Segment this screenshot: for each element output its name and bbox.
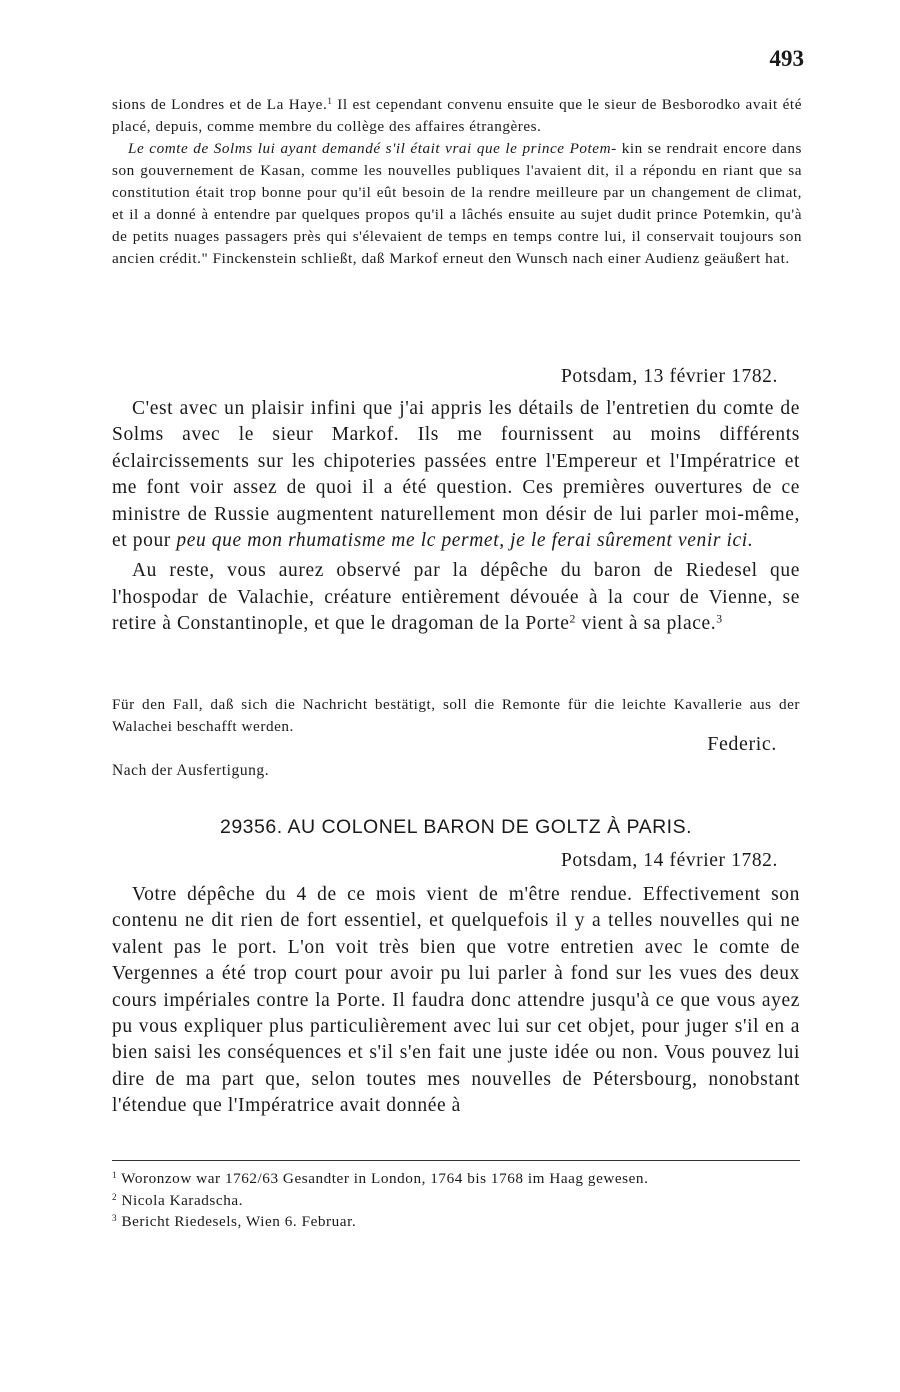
footnote-2 — [112, 1190, 802, 1212]
footnote-mark-1: 1 — [112, 1169, 118, 1180]
footnote-mark-3: 3 — [112, 1212, 118, 1223]
footnote-divider — [112, 1160, 800, 1161]
dateline-letter1: Potsdam, 13 février 1782. — [560, 366, 778, 387]
footnote-2-text: Nicola Karadscha. — [117, 1191, 243, 1209]
page-number: 493 — [769, 46, 804, 71]
letter1-p1-italic: peu que mon rhumatisme me lc permet, je le ferai sûrement venir ici. — [176, 530, 754, 552]
footnote-3-text: Bericht Riedesels, Wien 6. Februar. — [117, 1213, 357, 1230]
footnote-3 — [112, 1211, 802, 1233]
summary-p2-italic: Le comte de Solms lui ayant demandé s'il était vrai que le prince Potem- — [128, 140, 617, 157]
footnote-marker: 2 — [569, 612, 576, 626]
letter1-note: Für den Fall, daß sich die Nachricht bestätigt, soll die Remonte für die leichte Kavallerie aus der Walachei beschafft werden. — [112, 696, 800, 735]
letter-heading: 29356. AU COLONEL BARON DE GOLTZ À PARIS. — [219, 816, 693, 838]
letter2-body — [112, 882, 800, 1120]
summary-paragraph-1 — [112, 94, 802, 138]
footnote-1-text: Woronzow war 1762/63 Gesandter in London, 1764 bis 1768 im Haag gewesen. — [117, 1170, 649, 1187]
letter1-p2-text-a: Au reste, vous aurez observé par la dépêche du baron de Riedesel que l'hospodar de Valachie, créature entièrement dévouée à la cour de Vienne, se retire à Constantinople, et que le dragoman de la Porte — [112, 560, 800, 635]
summary-p1-rest: Il est cependant convenu ensuite que le sieur de Besborodko avait été placé, depuis, comme membre du collège des affaires étrangères. — [112, 96, 802, 135]
summary-p1-text: sions de Londres et de La Haye. — [112, 96, 328, 113]
letter1-p1-text: C'est avec un plaisir infini que j'ai appris les détails de l'entretien du comte de Solms avec le sieur Markof. Ils me fournissent au moins différents éclaircissements sur les chipoteries passées entre l'Empereur et l'Impératrice et me font voir assez de quoi il a été question. Ces premières ouvertures de ce ministre de Russie augmentent naturellement mon désir de lui parler moi-même, et pour — [112, 398, 800, 552]
letter1-p2-text-b: vient à sa place. — [575, 613, 717, 635]
footnote-marker: 3 — [716, 612, 723, 626]
footnote-marker: 1 — [327, 95, 333, 106]
letter1-paragraph-2 — [112, 558, 800, 637]
letter2-paragraph: Votre dépêche du 4 de ce mois vient de m'être rendue. Effectivement son contenu ne dit rien de fort essentiel, et quelquefois il y a telles nouvelles qui ne valent pas le port. L'on voit très bien que votre entretien avec le comte de Vergennes a été trop court pour avoir pu lui parler à fond sur les vues des deux cours impériales contre la Porte. Il faudra donc attendre jusqu'à ce que vous ayez pu vous expliquer plus particulièrement avec lui sur cet objet, pour juger s'il en a bien saisi les conséquences et s'il s'en fait une juste idée ou non. Vous pouvez lui dire de ma part que, selon toutes mes nouvelles de Pétersbourg, nonobstant l'étendue que l'Impératrice avait donnée à — [112, 884, 800, 1117]
summary-paragraph-2 — [112, 138, 802, 270]
letter1-paragraph-1 — [112, 396, 800, 554]
signature: Federic. — [707, 733, 777, 755]
summary-text — [112, 94, 802, 270]
dateline-letter2: Potsdam, 14 février 1782. — [560, 850, 778, 871]
footnotes — [112, 1168, 802, 1233]
letter1-body — [112, 396, 800, 638]
footnote-mark-2: 2 — [112, 1191, 118, 1202]
source-note: Nach der Ausfertigung. — [112, 762, 270, 779]
footnote-1 — [112, 1168, 802, 1190]
summary-p2-text: kin se rendrait encore dans son gouvernement de Kasan, comme les nouvelles publiques l'avaient dit, il a répondu en riant que sa constitution était trop bonne pour qu'il eût besoin de la rendre meilleure par un changement de climat, et il a donné à entendre par quelques propos qu'il a lâchés ensuite au sujet dudit prince Potemkin, qu'à de petits nuages passagers près qui s'élevaient de temps en temps contre lui, il conservait toujours son ancien crédit." Finckenstein schließt, daß Markof erneut den Wunsch nach einer Audienz geäußert hat. — [112, 140, 802, 267]
